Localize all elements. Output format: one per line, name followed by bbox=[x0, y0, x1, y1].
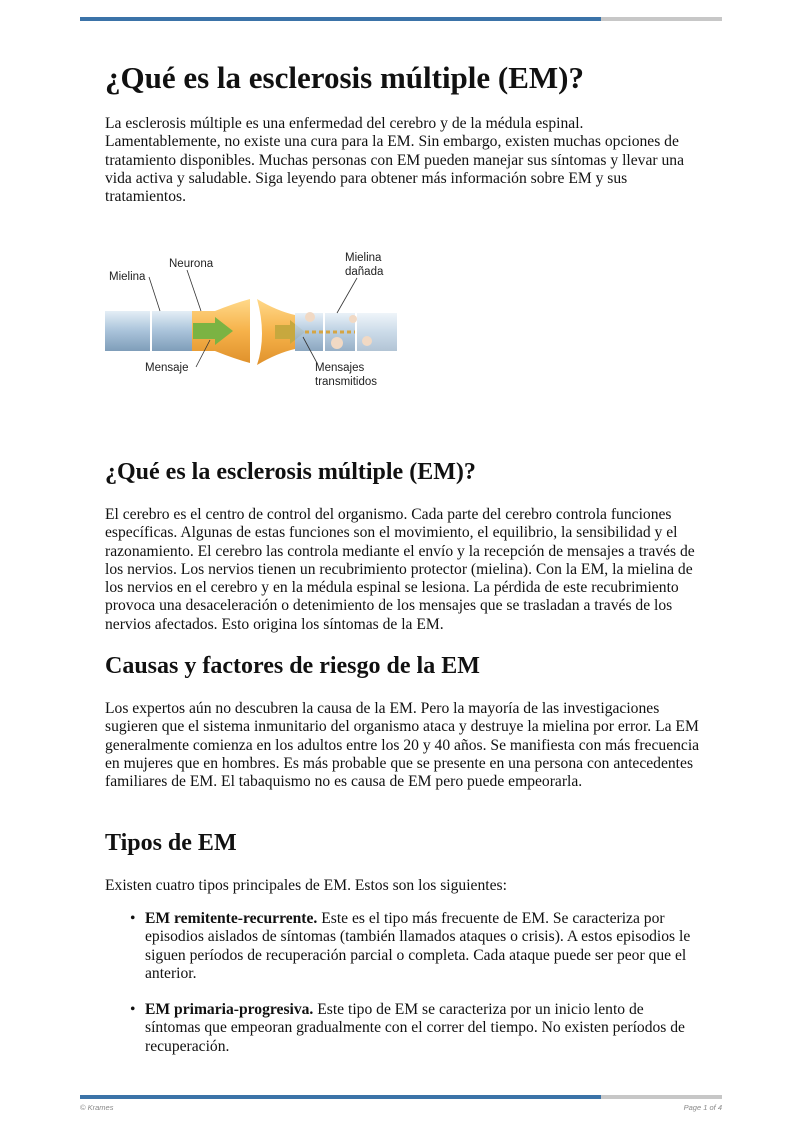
section-heading: ¿Qué es la esclerosis múltiple (EM)? bbox=[105, 459, 476, 485]
nerve-myelin-illustration bbox=[105, 245, 400, 395]
section-body: Existen cuatro tipos principales de EM. Estos son los siguientes: bbox=[105, 877, 507, 894]
section-heading: Causas y factores de riesgo de la EM bbox=[105, 653, 480, 679]
footer-page-number: Page 1 of 4 bbox=[683, 1103, 722, 1112]
section-body: Los expertos aún no descubren la causa de la EM. Pero la mayoría de las investigaciones sugieren que el sistema inmunitario del organismo ataca y destruye la mielina por error. La EM generalmente comienza en los adultos entre los 20 y 40 años. Se manifiesta con más frecuencia en mujeres que en hombres. Es más probable que se presente en una persona con antecedentes familiares de EM. El tabaquismo no es causa de EM pero puede empeorarla. bbox=[105, 700, 700, 791]
myelin-segment bbox=[152, 311, 192, 351]
label-mielina: Mielina bbox=[109, 271, 146, 283]
page-title: ¿Qué es la esclerosis múltiple (EM)? bbox=[105, 60, 585, 95]
top-rule bbox=[80, 17, 722, 21]
bullet: • bbox=[130, 1001, 136, 1019]
label-mielina-danada-1: Mielina bbox=[345, 252, 382, 264]
damaged-myelin bbox=[357, 313, 397, 351]
bullet: • bbox=[130, 910, 136, 927]
ms-types-list bbox=[105, 910, 700, 1074]
list-item bbox=[105, 1001, 700, 1056]
section-heading: Tipos de EM bbox=[105, 830, 237, 856]
footer-copyright: © Krames bbox=[80, 1103, 114, 1112]
section-body: El cerebro es el centro de control del organismo. Cada parte del cerebro controla funciones específicas. Algunas de estas funciones son el movimiento, el equilibrio, la sensibilidad y el razonamiento. El cerebro las controla mediante el envío y la recepción de mensajes a través de los nervios. Los nervios tienen un recubrimiento protector (mielina). Con la EM, la mielina de los nervios en el cerebro y en la médula espinal se lesiona. La pérdida de este recubrimiento provoca una desaceleración o detenimiento de los mensajes que se trasladan a través de los nervios afectados. Esto origina los síntomas de la EM. bbox=[105, 506, 695, 633]
label-neurona: Neurona bbox=[169, 258, 214, 270]
list-item bbox=[105, 910, 700, 983]
label-mensajes-1: Mensajes bbox=[315, 362, 365, 374]
label-mielina-danada-2: dañada bbox=[345, 266, 384, 278]
list-item-term: EM remitente-recurrente. bbox=[145, 910, 318, 927]
intro-paragraph: La esclerosis múltiple es una enfermedad del cerebro y de la médula espinal. Lamentablemente, no existe una cura para la EM. Sin embargo, existen muchas opciones de tratamiento disponibles. Muchas personas con EM pueden manejar sus síntomas y llevar una vida activa y saludable. Siga leyendo para obtener más información sobre EM y sus tratamientos. bbox=[105, 115, 685, 206]
label-mensaje: Mensaje bbox=[145, 362, 189, 374]
list-item-text: Este tipo de EM se caracteriza por un inicio lento de síntomas que empeoran gradualmente con el correr del tiempo. No existen períodos de recuperación. bbox=[145, 1001, 685, 1055]
bottom-rule bbox=[80, 1095, 722, 1099]
label-mensajes-2: transmitidos bbox=[315, 376, 377, 388]
list-item-term: EM primaria-progresiva. bbox=[145, 1001, 314, 1019]
myelin-segment bbox=[105, 311, 150, 351]
list-item-text: Este es el tipo más frecuente de EM. Se caracteriza por episodios aislados de síntomas (también llamados ataques o crisis). A estos episodios le siguen períodos de recuperación parcial o completa. Cada ataque puede ser peor que el anterior. bbox=[145, 910, 691, 982]
